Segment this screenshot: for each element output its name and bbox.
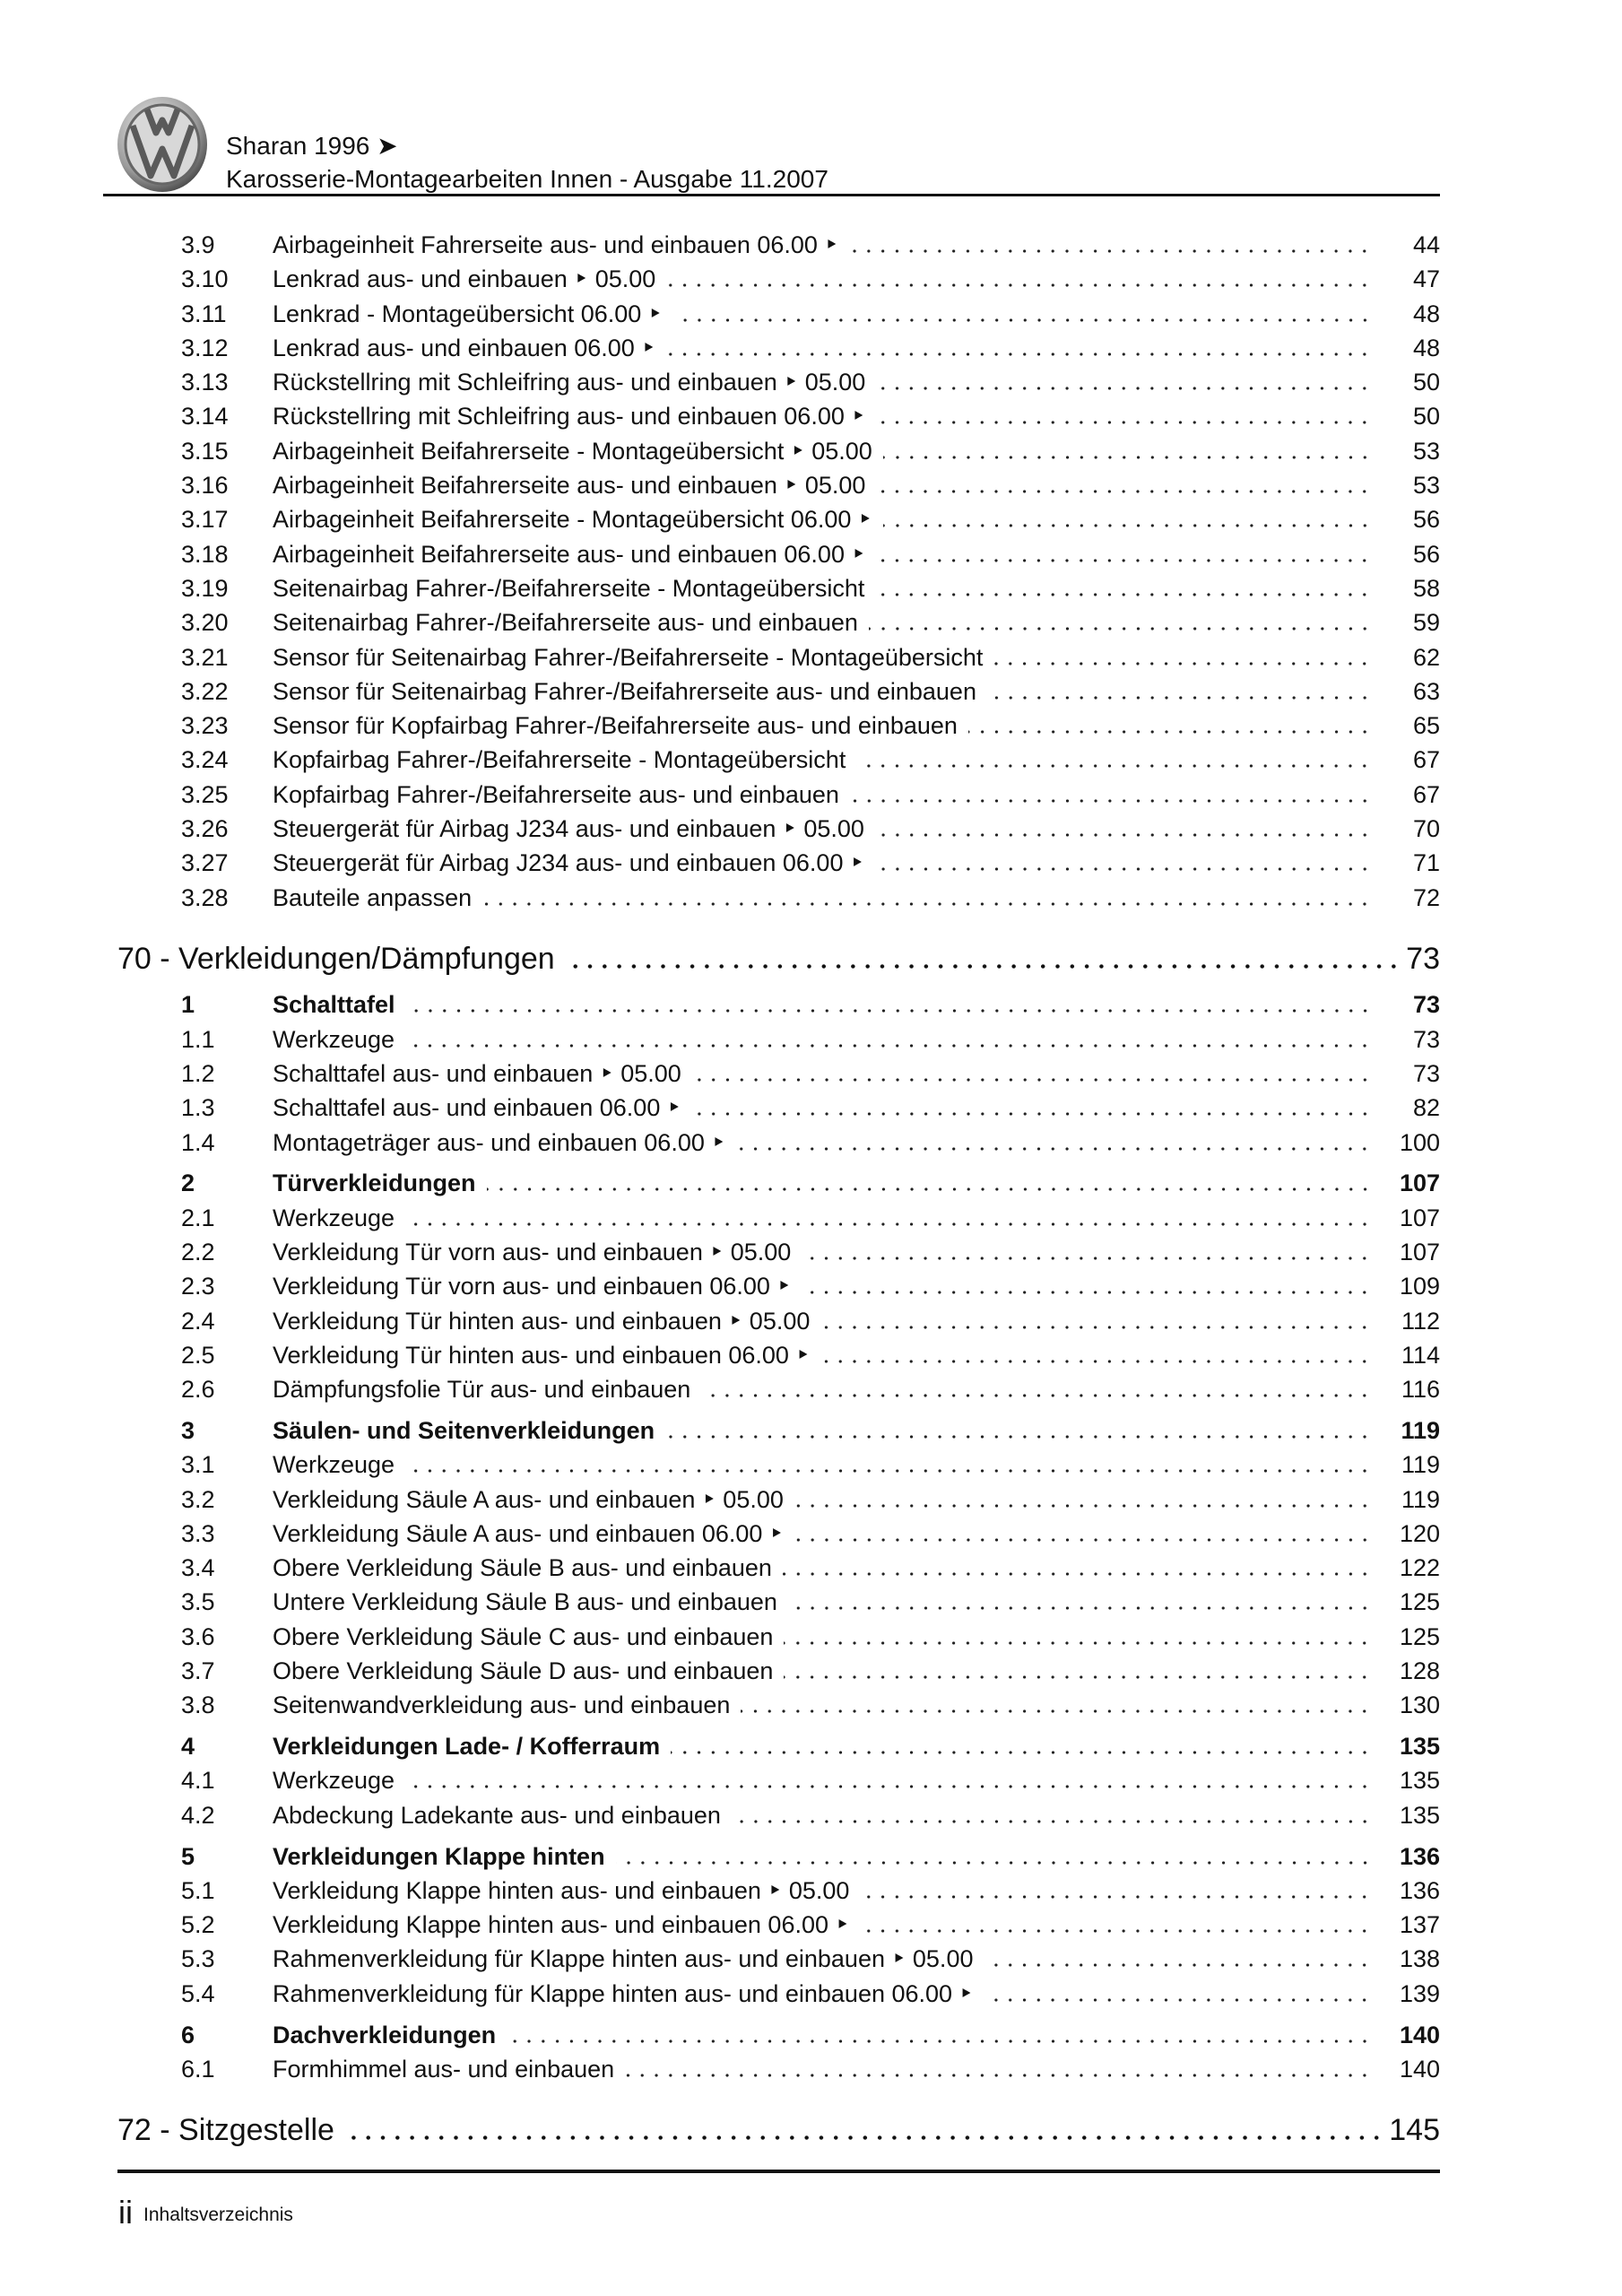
- entry-page: 67: [1412, 780, 1440, 808]
- entry-page: 120: [1399, 1519, 1440, 1547]
- entry-number: 3.23: [181, 712, 229, 740]
- entry-number: 3.4: [181, 1554, 215, 1582]
- toc-entry[interactable]: [0, 1520, 1622, 1554]
- entry-title: Obere Verkleidung Säule D aus- und einbauen: [273, 1657, 774, 1685]
- entry-number: 6: [181, 2021, 195, 2048]
- document-subtitle: Karosserie-Montagearbeiten Innen - Ausgabe 11.2007: [226, 165, 828, 193]
- toc-entry[interactable]: [0, 1094, 1622, 1128]
- entry-page: 137: [1399, 1911, 1440, 1939]
- entry-number: 3.15: [181, 437, 229, 465]
- entry-page: 72: [1412, 883, 1440, 911]
- entry-title: Untere Verkleidung Säule B aus- und einbauen: [273, 1588, 777, 1616]
- entry-title: Steuergerät für Airbag J234 aus- und einbauen 06.00 ‣: [273, 849, 864, 877]
- dot-leader: [860, 1929, 1372, 1933]
- entry-number: 3.26: [181, 815, 229, 843]
- header-divider: [103, 194, 1440, 196]
- toc-entry[interactable]: [0, 712, 1622, 746]
- entry-title: Werkzeuge: [273, 1767, 395, 1795]
- entry-page: 100: [1399, 1128, 1440, 1156]
- entry-title: Kopfairbag Fahrer-/Beifahrerseite - Montageübersicht: [273, 746, 846, 774]
- dot-leader: [883, 456, 1372, 459]
- dot-leader: [993, 662, 1372, 665]
- entry-title: Abdeckung Ladekante aus- und einbauen: [273, 1801, 721, 1829]
- entry-title: Lenkrad aus- und einbauen 06.00 ‣: [273, 334, 656, 361]
- entry-page: 73: [1412, 1025, 1440, 1053]
- toc-section[interactable]: [0, 991, 1622, 1025]
- toc-entry[interactable]: [0, 1239, 1622, 1273]
- dot-leader: [784, 1675, 1372, 1679]
- toc-entry[interactable]: [0, 746, 1622, 780]
- dot-leader: [802, 1291, 1372, 1294]
- entry-number: 2.3: [181, 1273, 215, 1300]
- entry-title: Lenkrad aus- und einbauen ‣ 05.00: [273, 265, 656, 293]
- table-of-contents: [0, 231, 1622, 2156]
- entry-number: 3.14: [181, 403, 229, 430]
- toc-entry[interactable]: [0, 1129, 1622, 1163]
- entry-number: 3.13: [181, 369, 229, 396]
- dot-leader: [984, 1998, 1372, 2002]
- entry-title: Rahmenverkleidung für Klappe hinten aus- und einbauen ‣ 05.00: [273, 1945, 974, 1973]
- dot-leader: [616, 1861, 1372, 1865]
- entry-title: Montageträger aus- und einbauen 06.00 ‣: [273, 1128, 726, 1156]
- entry-page: 135: [1399, 1767, 1440, 1795]
- entry-page: 114: [1401, 1341, 1440, 1369]
- dot-leader: [875, 867, 1372, 871]
- toc-section[interactable]: [0, 1843, 1622, 1877]
- entry-page: 145: [1389, 2113, 1440, 2148]
- entry-page: 107: [1399, 1204, 1440, 1231]
- entry-number: 3.10: [181, 265, 229, 293]
- entry-page: 48: [1412, 300, 1440, 327]
- entry-number: 6.1: [181, 2055, 215, 2083]
- entry-number: 4.1: [181, 1767, 215, 1795]
- entry-number: 3: [181, 1417, 195, 1444]
- dot-leader: [507, 2039, 1372, 2043]
- entry-title: Verkleidung Tür vorn aus- und einbauen 06.00 ‣: [273, 1273, 792, 1300]
- dot-leader: [869, 627, 1372, 631]
- entry-title: Verkleidung Klappe hinten aus- und einbauen ‣ 05.00: [273, 1876, 850, 1904]
- dot-leader: [736, 1147, 1372, 1151]
- toc-entry[interactable]: [0, 1376, 1622, 1410]
- toc-entry[interactable]: [0, 781, 1622, 815]
- toc-chapter[interactable]: [0, 942, 1622, 985]
- entry-page: 122: [1399, 1554, 1440, 1582]
- entry-page: 82: [1412, 1094, 1440, 1122]
- entry-title: Airbageinheit Beifahrerseite - Montageübersicht 06.00 ‣: [273, 506, 872, 534]
- toc-entry[interactable]: [0, 1205, 1622, 1239]
- page-number: ii: [118, 2194, 133, 2231]
- entry-number: 3.8: [181, 1692, 215, 1719]
- entry-title: Rückstellring mit Schleifring aus- und einbauen 06.00 ‣: [273, 403, 866, 430]
- dot-leader: [850, 799, 1372, 803]
- entry-number: 1.1: [181, 1025, 215, 1053]
- entry-title: Obere Verkleidung Säule B aus- und einbauen: [273, 1554, 772, 1582]
- entry-page: 119: [1401, 1417, 1440, 1444]
- toc-entry[interactable]: [0, 1308, 1622, 1342]
- dot-leader: [692, 1078, 1372, 1082]
- dot-leader: [665, 1435, 1372, 1439]
- vw-logo: [115, 95, 210, 194]
- dot-leader: [802, 1257, 1372, 1260]
- entry-number: 3.6: [181, 1622, 215, 1650]
- entry-number: 3.9: [181, 231, 215, 258]
- entry-page: 50: [1412, 369, 1440, 396]
- entry-page: 107: [1399, 1170, 1440, 1197]
- dot-leader: [487, 1187, 1372, 1191]
- toc-entry[interactable]: [0, 1945, 1622, 1979]
- entry-title: Verkleidungen Lade- / Kofferraum: [273, 1733, 661, 1761]
- entry-number: 5.1: [181, 1876, 215, 1904]
- toc-entry[interactable]: [0, 1911, 1622, 1945]
- toc-entry[interactable]: [0, 1767, 1622, 1801]
- entry-page: 125: [1399, 1622, 1440, 1650]
- entry-title: Sensor für Seitenairbag Fahrer-/Beifahrerseite - Montageübersicht: [273, 643, 984, 671]
- entry-title: Verkleidung Tür hinten aus- und einbauen ‣ 05.00: [273, 1307, 811, 1335]
- entry-title: Airbageinheit Beifahrerseite - Montageübersicht ‣ 05.00: [273, 437, 872, 465]
- entry-page: 47: [1412, 265, 1440, 293]
- footer-divider: [117, 2170, 1440, 2173]
- entry-title: Verkleidung Klappe hinten aus- und einbauen 06.00 ‣: [273, 1911, 850, 1939]
- dot-leader: [692, 1112, 1372, 1116]
- toc-entry[interactable]: [0, 1657, 1622, 1692]
- entry-page: 130: [1399, 1692, 1440, 1719]
- toc-entry[interactable]: [0, 300, 1622, 335]
- entry-page: 71: [1412, 849, 1440, 877]
- dot-leader: [784, 1641, 1372, 1645]
- entry-title: Airbageinheit Fahrerseite aus- und einbauen 06.00 ‣: [273, 231, 839, 258]
- dot-leader: [673, 318, 1372, 322]
- toc-entry[interactable]: [0, 1342, 1622, 1376]
- entry-number: 5.4: [181, 1979, 215, 2007]
- entry-title: Dachverkleidungen: [273, 2021, 497, 2048]
- toc-entry[interactable]: [0, 609, 1622, 643]
- dot-leader: [671, 1751, 1372, 1754]
- entry-title: Werkzeuge: [273, 1025, 395, 1053]
- dot-leader: [883, 524, 1372, 527]
- entry-number: 3.28: [181, 883, 229, 911]
- entry-title: Formhimmel aus- und einbauen: [273, 2055, 615, 2083]
- entry-title: Schalttafel: [273, 991, 395, 1019]
- entry-title: Türverkleidungen: [273, 1170, 476, 1197]
- entry-number: 3.20: [181, 609, 229, 637]
- entry-page: 50: [1412, 403, 1440, 430]
- entry-page: 135: [1399, 1733, 1440, 1761]
- entry-page: 73: [1412, 991, 1440, 1019]
- dot-leader: [876, 421, 1372, 424]
- entry-number: 3.3: [181, 1519, 215, 1547]
- entry-page: 48: [1412, 334, 1440, 361]
- entry-title: Säulen- und Seitenverkleidungen: [273, 1417, 655, 1444]
- entry-page: 62: [1412, 643, 1440, 671]
- toc-entry[interactable]: [0, 1802, 1622, 1836]
- entry-page: 65: [1412, 712, 1440, 740]
- toc-entry[interactable]: [0, 575, 1622, 609]
- entry-title: Werkzeuge: [273, 1204, 395, 1231]
- entry-number: 3.19: [181, 574, 229, 602]
- entry-title: 70 - Verkleidungen/Dämpfungen: [117, 941, 555, 976]
- dot-leader: [625, 2074, 1372, 2077]
- dot-leader: [794, 1538, 1372, 1542]
- entry-title: Kopfairbag Fahrer-/Beifahrerseite aus- und einbauen: [273, 780, 839, 808]
- entry-title: Steuergerät für Airbag J234 aus- und einbauen ‣ 05.00: [273, 815, 864, 843]
- toc-entry[interactable]: [0, 369, 1622, 403]
- entry-page: 59: [1412, 609, 1440, 637]
- entry-number: 3.7: [181, 1657, 215, 1685]
- entry-number: 3.17: [181, 506, 229, 534]
- entry-title: Schalttafel aus- und einbauen 06.00 ‣: [273, 1094, 681, 1122]
- entry-number: 3.1: [181, 1451, 215, 1479]
- entry-number: 2.1: [181, 1204, 215, 1231]
- toc-entry[interactable]: [0, 1588, 1622, 1622]
- dot-leader: [783, 1572, 1372, 1576]
- toc-section[interactable]: [0, 1733, 1622, 1767]
- toc-entry[interactable]: [0, 1623, 1622, 1657]
- entry-number: 3.18: [181, 540, 229, 568]
- entry-page: 53: [1412, 472, 1440, 500]
- dot-leader: [405, 1785, 1372, 1788]
- dot-leader: [820, 1326, 1372, 1329]
- dot-leader: [666, 283, 1372, 287]
- entry-number: 3.5: [181, 1588, 215, 1616]
- entry-title: Sensor für Kopfairbag Fahrer-/Beifahrerseite aus- und einbauen: [273, 712, 958, 740]
- toc-entry[interactable]: [0, 678, 1622, 712]
- toc-section[interactable]: [0, 1417, 1622, 1451]
- toc-entry[interactable]: [0, 1554, 1622, 1588]
- dot-leader: [566, 964, 1401, 969]
- entry-title: Verkleidungen Klappe hinten: [273, 1842, 605, 1870]
- dot-leader: [856, 764, 1372, 768]
- entry-title: Seitenairbag Fahrer-/Beifahrerseite aus- und einbauen: [273, 609, 858, 637]
- entry-page: 139: [1399, 1979, 1440, 2007]
- entry-page: 70: [1412, 815, 1440, 843]
- entry-title: Sensor für Seitenairbag Fahrer-/Beifahrerseite aus- und einbauen: [273, 677, 976, 705]
- entry-number: 2.6: [181, 1376, 215, 1404]
- toc-entry[interactable]: [0, 335, 1622, 369]
- entry-page: 53: [1412, 437, 1440, 465]
- entry-number: 3.25: [181, 780, 229, 808]
- entry-number: 3.12: [181, 334, 229, 361]
- entry-number: 4: [181, 1733, 195, 1761]
- entry-number: 4.2: [181, 1801, 215, 1829]
- toc-entry[interactable]: [0, 472, 1622, 506]
- toc-entry[interactable]: [0, 265, 1622, 300]
- entry-number: 3.11: [181, 300, 227, 327]
- entry-number: 2.4: [181, 1307, 215, 1335]
- entry-title: Verkleidung Säule A aus- und einbauen ‣ 05.00: [273, 1485, 784, 1513]
- entry-page: 135: [1399, 1801, 1440, 1829]
- toc-entry[interactable]: [0, 231, 1622, 265]
- entry-number: 3.27: [181, 849, 229, 877]
- toc-entry[interactable]: [0, 1026, 1622, 1060]
- entry-page: 136: [1399, 1876, 1440, 1904]
- entry-page: 119: [1401, 1451, 1440, 1479]
- dot-leader: [405, 1044, 1372, 1048]
- entry-page: 112: [1401, 1307, 1440, 1335]
- entry-title: Verkleidung Säule A aus- und einbauen 06.00 ‣: [273, 1519, 784, 1547]
- toc-section[interactable]: [0, 2022, 1622, 2056]
- toc-entry[interactable]: [0, 644, 1622, 678]
- toc-entry[interactable]: [0, 1980, 1622, 2014]
- toc-entry[interactable]: [0, 849, 1622, 883]
- dot-leader: [987, 696, 1372, 700]
- toc-entry[interactable]: [0, 1486, 1622, 1520]
- entry-page: 109: [1399, 1273, 1440, 1300]
- entry-title: Seitenwandverkleidung aus- und einbauen: [273, 1692, 731, 1719]
- entry-number: 5: [181, 1842, 195, 1870]
- entry-title: Airbageinheit Beifahrerseite aus- und einbauen ‣ 05.00: [273, 472, 866, 500]
- entry-number: 3.16: [181, 472, 229, 500]
- dot-leader: [984, 1963, 1372, 1967]
- entry-number: 3.21: [181, 643, 229, 671]
- toc-section[interactable]: [0, 1170, 1622, 1204]
- footer-label: Inhaltsverzeichnis: [143, 2205, 293, 2225]
- entry-page: 73: [1406, 941, 1440, 976]
- dot-leader: [732, 1820, 1372, 1823]
- entry-page: 107: [1399, 1239, 1440, 1266]
- entry-number: 1.2: [181, 1060, 215, 1088]
- toc-entry[interactable]: [0, 2056, 1622, 2090]
- dot-leader: [405, 1469, 1372, 1473]
- document-title: Sharan 1996 ➤: [226, 132, 398, 160]
- toc-entry[interactable]: [0, 1273, 1622, 1307]
- dot-leader: [876, 387, 1372, 390]
- toc-entry[interactable]: [0, 1877, 1622, 1911]
- entry-number: 2.5: [181, 1341, 215, 1369]
- dot-leader: [875, 593, 1372, 596]
- entry-title: Bauteile anpassen: [273, 883, 473, 911]
- entry-title: Dämpfungsfolie Tür aus- und einbauen: [273, 1376, 691, 1404]
- entry-page: 116: [1401, 1376, 1440, 1404]
- entry-page: 119: [1401, 1485, 1440, 1513]
- dot-leader: [968, 730, 1372, 734]
- dot-leader: [875, 833, 1372, 837]
- entry-title: Verkleidung Tür vorn aus- und einbauen ‣ 05.00: [273, 1239, 792, 1266]
- dot-leader: [876, 559, 1372, 562]
- entry-number: 5.2: [181, 1911, 215, 1939]
- toc-entry[interactable]: [0, 1692, 1622, 1726]
- entry-number: 1: [181, 991, 195, 1019]
- entry-page: 56: [1412, 506, 1440, 534]
- entry-page: 58: [1412, 574, 1440, 602]
- entry-page: 67: [1412, 746, 1440, 774]
- entry-number: 2: [181, 1170, 195, 1197]
- entry-number: 5.3: [181, 1945, 215, 1973]
- entry-page: 125: [1399, 1588, 1440, 1616]
- toc-entry[interactable]: [0, 815, 1622, 849]
- entry-page: 140: [1399, 2021, 1440, 2048]
- toc-chapter[interactable]: [0, 2113, 1622, 2156]
- entry-title: Obere Verkleidung Säule C aus- und einbauen: [273, 1622, 774, 1650]
- entry-page: 136: [1399, 1842, 1440, 1870]
- dot-leader: [666, 352, 1372, 356]
- toc-entry[interactable]: [0, 403, 1622, 437]
- entry-number: 1.3: [181, 1094, 215, 1122]
- entry-number: 1.4: [181, 1128, 215, 1156]
- entry-page: 44: [1412, 231, 1440, 258]
- entry-title: Seitenairbag Fahrer-/Beifahrerseite - Montageübersicht: [273, 574, 865, 602]
- toc-entry[interactable]: [0, 1060, 1622, 1094]
- dot-leader: [741, 1709, 1372, 1713]
- entry-title: Schalttafel aus- und einbauen ‣ 05.00: [273, 1060, 681, 1088]
- entry-page: 138: [1399, 1945, 1440, 1973]
- entry-number: 3.2: [181, 1485, 215, 1513]
- dot-leader: [701, 1394, 1372, 1397]
- entry-number: 3.24: [181, 746, 229, 774]
- toc-entry[interactable]: [0, 1451, 1622, 1485]
- dot-leader: [820, 1360, 1372, 1363]
- entry-page: 63: [1412, 677, 1440, 705]
- dot-leader: [860, 1895, 1372, 1899]
- entry-title: Verkleidung Tür hinten aus- und einbauen 06.00 ‣: [273, 1341, 811, 1369]
- dot-leader: [406, 1009, 1372, 1013]
- dot-leader: [876, 490, 1372, 493]
- entry-title: Airbageinheit Beifahrerseite aus- und einbauen 06.00 ‣: [273, 540, 866, 568]
- entry-title: Rahmenverkleidung für Klappe hinten aus- und einbauen 06.00 ‣: [273, 1979, 974, 2007]
- dot-leader: [849, 249, 1372, 253]
- dot-leader: [788, 1606, 1372, 1610]
- entry-title: 72 - Sitzgestelle: [117, 2113, 334, 2148]
- toc-entry[interactable]: [0, 541, 1622, 575]
- toc-entry[interactable]: [0, 884, 1622, 918]
- entry-number: 2.2: [181, 1239, 215, 1266]
- entry-page: 56: [1412, 540, 1440, 568]
- entry-page: 128: [1399, 1657, 1440, 1685]
- dot-leader: [345, 2135, 1383, 2140]
- entry-number: 3.22: [181, 677, 229, 705]
- toc-entry[interactable]: [0, 506, 1622, 540]
- entry-title: Werkzeuge: [273, 1451, 395, 1479]
- dot-leader: [794, 1504, 1372, 1508]
- dot-leader: [405, 1222, 1372, 1226]
- entry-title: Lenkrad - Montageübersicht 06.00 ‣: [273, 300, 663, 327]
- entry-title: Rückstellring mit Schleifring aus- und einbauen ‣ 05.00: [273, 369, 866, 396]
- entry-page: 73: [1412, 1060, 1440, 1088]
- toc-entry[interactable]: [0, 438, 1622, 472]
- dot-leader: [482, 902, 1372, 906]
- entry-page: 140: [1399, 2055, 1440, 2083]
